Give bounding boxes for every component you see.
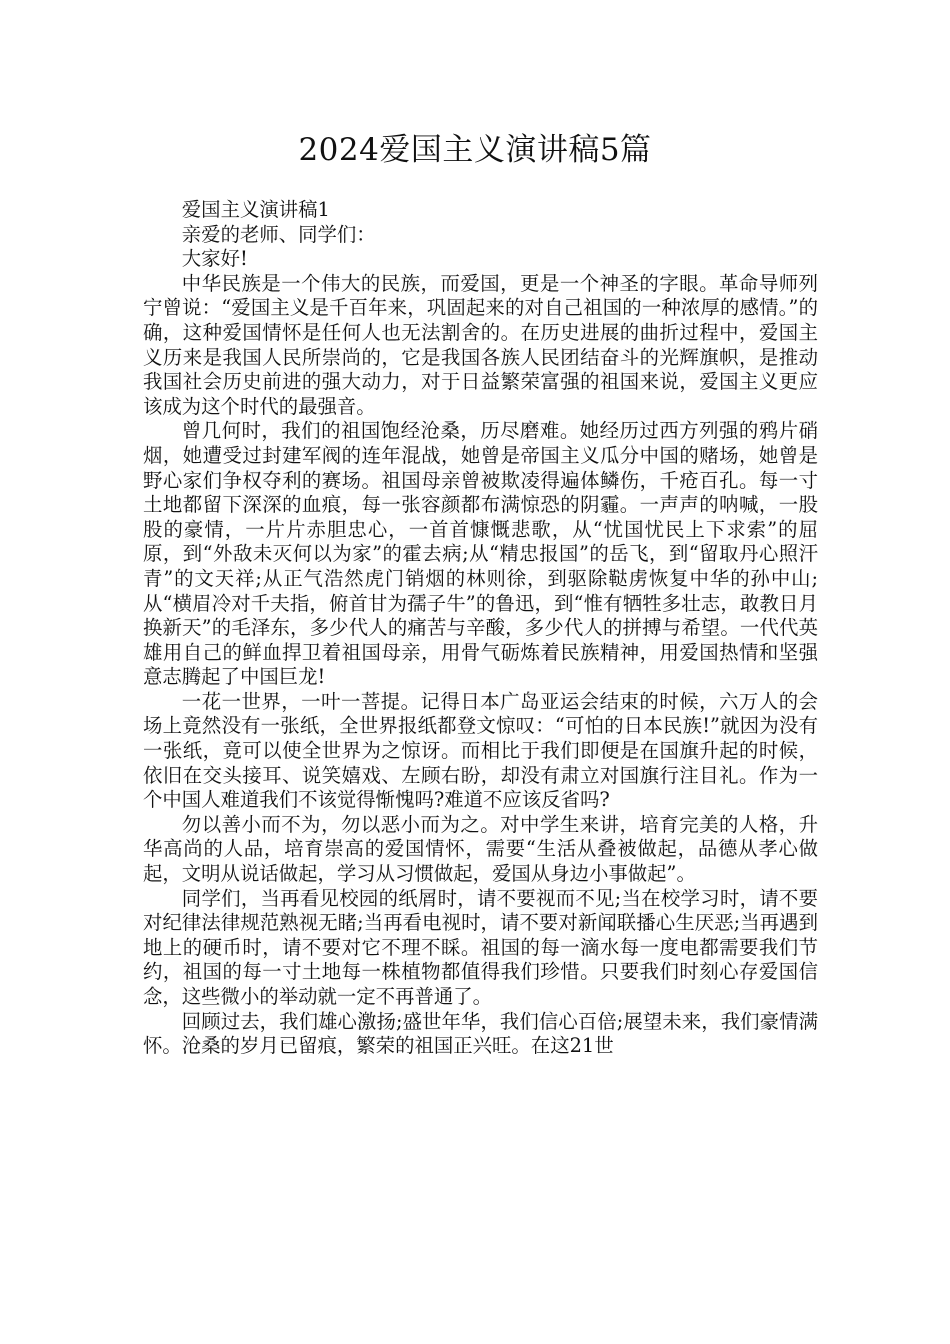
document-body xyxy=(143,198,818,1059)
paragraph-2: 曾几何时，我们的祖国饱经沧桑，历尽磨难。她经历过西方列强的鸦片硝烟，她遭受过封建军阀的连年混战，她曾是帝国主义瓜分中国的赌场，她曾是野心家们争权夺利的赛场。祖国母亲曾被欺凌得遍体鳞伤，千疮百孔。每一寸土地都留下深深的血痕，每一张容颜都布满惊恐的阴霾。一声声的呐喊，一股股的豪情，一片片赤胆忠心，一首首慷慨悲歌，从“忧国忧民上下求索”的屈原，到“外敌未灭何以为家”的霍去病;从“精忠报国”的岳飞，到“留取丹心照汗青”的文天祥;从正气浩然虎门销烟的林则徐，到驱除鞑虏恢复中华的孙中山;从“横眉冷对千夫指，俯首甘为孺子牛”的鲁迅，到“惟有牺牲多壮志，敢教日月换新天”的毛泽东，多少代人的痛苦与辛酸，多少代人的拼搏与希望。一代代英雄用自己的鲜血捍卫着祖国母亲，用骨气砺炼着民族精神，用爱国热情和坚强意志腾起了中国巨龙! xyxy=(143,419,818,689)
greeting: 大家好! xyxy=(181,247,248,271)
document-title: 2024爱国主义演讲稿5篇 xyxy=(298,132,652,168)
section-heading: 爱国主义演讲稿1 xyxy=(181,198,330,221)
paragraph-3: 一花一世界，一叶一菩提。记得日本广岛亚运会结束的时候，六万人的会场上竟然没有一张纸，全世界报纸都登文惊叹：“可怕的日本民族!”就因为没有一张纸，竟可以使全世界为之惊讶。而相比于我们即便是在国旗升起的时候，依旧在交头接耳、说笑嬉戏、左顾右盼，却没有肃立对国旗行注目礼。作为一个中国人难道我们不该觉得惭愧吗?难道不应该反省吗? xyxy=(143,689,818,812)
paragraph-1: 中华民族是一个伟大的民族，而爱国，更是一个神圣的字眼。革命导师列宁曾说：“爱国主义是千百年来，巩固起来的对自己祖国的一种浓厚的感情。”的确，这种爱国情怀是任何人也无法割舍的。在历史进展的曲折过程中，爱国主义历来是我国人民所崇尚的，它是我国各族人民团结奋斗的光辉旗帜，是推动我国社会历史前进的强大动力，对于日益繁荣富强的祖国来说，爱国主义更应该成为这个时代的最强音。 xyxy=(143,271,818,418)
paragraph-4: 勿以善小而不为，勿以恶小而为之。对中学生来讲，培育完美的人格，升华高尚的人品，培育崇高的爱国情怀，需要“生活从叠被做起，品德从孝心做起，文明从说话做起，学习从习惯做起，爱国从身边小事做起”。 xyxy=(143,812,818,886)
paragraph-6: 回顾过去，我们雄心激扬;盛世年华，我们信心百倍;展望未来，我们豪情满怀。沧桑的岁月已留痕，繁荣的祖国正兴旺。在这21世 xyxy=(143,1009,818,1058)
paragraph-5: 同学们，当再看见校园的纸屑时，请不要视而不见;当在校学习时，请不要对纪律法律规范熟视无睹;当再看电视时，请不要对新闻联播心生厌恶;当再遇到地上的硬币时，请不要对它不理不睬。祖国的每一滴水每一度电都需要我们节约，祖国的每一寸土地每一株植物都值得我们珍惜。只要我们时刻心存爱国信念，这些微小的举动就一定不再普通了。 xyxy=(143,886,818,1008)
salutation: 亲爱的老师、同学们： xyxy=(181,222,376,246)
